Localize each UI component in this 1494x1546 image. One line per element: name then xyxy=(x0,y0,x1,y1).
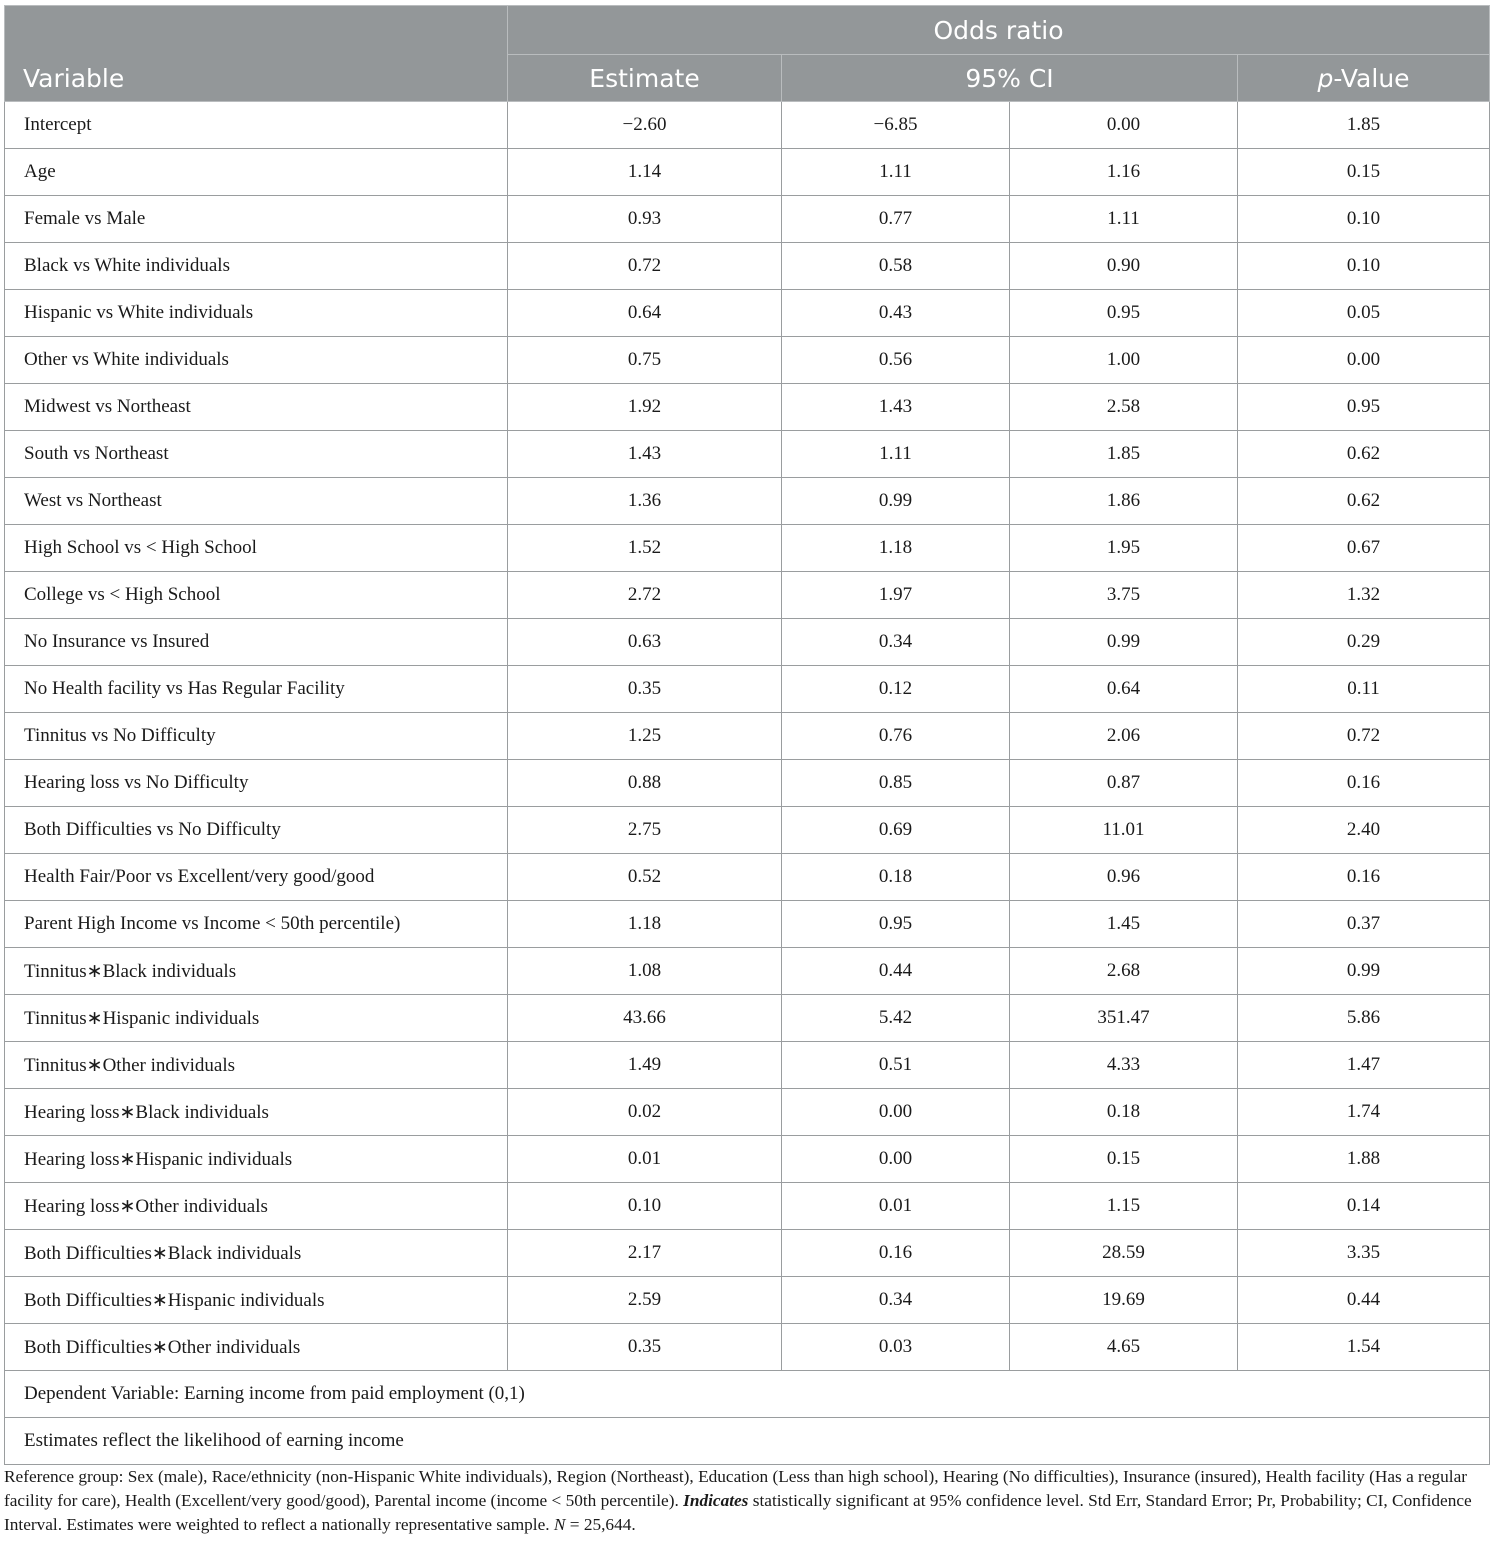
cell-variable: Black vs White individuals xyxy=(5,243,508,290)
cell-ci-lower: 0.18 xyxy=(782,854,1010,901)
cell-estimate: 0.01 xyxy=(508,1136,782,1183)
cell-ci-lower: 0.00 xyxy=(782,1136,1010,1183)
table-note: Dependent Variable: Earning income from paid employment (0,1) xyxy=(5,1371,1490,1418)
cell-p-value: 0.16 xyxy=(1238,854,1490,901)
header-estimate: Estimate xyxy=(508,55,782,102)
cell-ci-upper: 2.58 xyxy=(1010,384,1238,431)
cell-variable: Hearing loss vs No Difficulty xyxy=(5,760,508,807)
table-row xyxy=(5,807,1490,854)
cell-ci-lower: 0.12 xyxy=(782,666,1010,713)
table-row xyxy=(5,1183,1490,1230)
cell-p-value: 0.44 xyxy=(1238,1277,1490,1324)
cell-ci-lower: 0.44 xyxy=(782,948,1010,995)
cell-variable: South vs Northeast xyxy=(5,431,508,478)
cell-estimate: 1.49 xyxy=(508,1042,782,1089)
cell-ci-lower: 0.95 xyxy=(782,901,1010,948)
cell-ci-upper: 1.11 xyxy=(1010,196,1238,243)
cell-ci-upper: 351.47 xyxy=(1010,995,1238,1042)
cell-ci-lower: 1.18 xyxy=(782,525,1010,572)
cell-variable: Health Fair/Poor vs Excellent/very good/good xyxy=(5,854,508,901)
cell-estimate: 1.25 xyxy=(508,713,782,760)
cell-variable: Hearing loss∗Hispanic individuals xyxy=(5,1136,508,1183)
footnote-indicates-emphasis: Indicates xyxy=(683,1491,749,1510)
cell-p-value: 0.37 xyxy=(1238,901,1490,948)
table-row xyxy=(5,713,1490,760)
cell-ci-lower: 0.69 xyxy=(782,807,1010,854)
cell-p-value: 0.14 xyxy=(1238,1183,1490,1230)
table-row xyxy=(5,948,1490,995)
cell-ci-lower: 1.11 xyxy=(782,149,1010,196)
cell-ci-upper: 0.96 xyxy=(1010,854,1238,901)
cell-variable: Intercept xyxy=(5,102,508,149)
table-row xyxy=(5,1277,1490,1324)
cell-variable: No Health facility vs Has Regular Facility xyxy=(5,666,508,713)
cell-ci-lower: 0.77 xyxy=(782,196,1010,243)
table-row xyxy=(5,431,1490,478)
cell-ci-upper: 1.95 xyxy=(1010,525,1238,572)
cell-p-value: 0.10 xyxy=(1238,196,1490,243)
cell-ci-lower: 0.34 xyxy=(782,619,1010,666)
cell-estimate: 0.64 xyxy=(508,290,782,337)
cell-estimate: 1.92 xyxy=(508,384,782,431)
cell-estimate: 0.63 xyxy=(508,619,782,666)
cell-estimate: −2.60 xyxy=(508,102,782,149)
cell-ci-lower: 0.00 xyxy=(782,1089,1010,1136)
cell-variable: Other vs White individuals xyxy=(5,337,508,384)
table-row xyxy=(5,196,1490,243)
cell-estimate: 0.02 xyxy=(508,1089,782,1136)
cell-estimate: 1.36 xyxy=(508,478,782,525)
cell-p-value: 1.54 xyxy=(1238,1324,1490,1371)
cell-ci-upper: 0.90 xyxy=(1010,243,1238,290)
odds-ratio-table xyxy=(4,5,1490,1465)
table-row xyxy=(5,1136,1490,1183)
cell-ci-lower: 0.01 xyxy=(782,1183,1010,1230)
cell-estimate: 0.52 xyxy=(508,854,782,901)
cell-estimate: 0.35 xyxy=(508,1324,782,1371)
cell-ci-upper: 28.59 xyxy=(1010,1230,1238,1277)
cell-ci-upper: 0.87 xyxy=(1010,760,1238,807)
cell-p-value: 0.15 xyxy=(1238,149,1490,196)
table-row xyxy=(5,1042,1490,1089)
cell-p-value: 0.05 xyxy=(1238,290,1490,337)
cell-p-value: 0.62 xyxy=(1238,431,1490,478)
cell-p-value: 0.95 xyxy=(1238,384,1490,431)
cell-p-value: 0.99 xyxy=(1238,948,1490,995)
footnote-reference-groups: Reference group: Sex (male), Race/ethnicity (non-Hispanic White individuals), Region (Northeast), Education (Less than high school), Hearing (No difficulties), Insurance (insured), Health facility (Has a regular facility for care), Health (Excellent/very good/good), Parental income (income < 50th percentile). xyxy=(4,1467,1467,1510)
cell-variable: Age xyxy=(5,149,508,196)
table-row xyxy=(5,995,1490,1042)
footnote-n-value: = 25,644. xyxy=(565,1515,636,1534)
cell-p-value: 0.00 xyxy=(1238,337,1490,384)
table-row xyxy=(5,760,1490,807)
cell-ci-lower: 0.85 xyxy=(782,760,1010,807)
cell-ci-lower: 1.11 xyxy=(782,431,1010,478)
cell-p-value: 0.11 xyxy=(1238,666,1490,713)
cell-p-value: 5.86 xyxy=(1238,995,1490,1042)
cell-ci-upper: 0.18 xyxy=(1010,1089,1238,1136)
cell-variable: Both Difficulties vs No Difficulty xyxy=(5,807,508,854)
table-row xyxy=(5,854,1490,901)
cell-p-value: 0.67 xyxy=(1238,525,1490,572)
cell-variable: Hearing loss∗Other individuals xyxy=(5,1183,508,1230)
cell-estimate: 0.93 xyxy=(508,196,782,243)
cell-estimate: 0.35 xyxy=(508,666,782,713)
cell-ci-lower: 0.34 xyxy=(782,1277,1010,1324)
cell-variable: West vs Northeast xyxy=(5,478,508,525)
cell-ci-lower: 1.43 xyxy=(782,384,1010,431)
table-row xyxy=(5,290,1490,337)
table-header xyxy=(5,6,1490,102)
cell-estimate: 1.08 xyxy=(508,948,782,995)
cell-variable: Both Difficulties∗Other individuals xyxy=(5,1324,508,1371)
cell-ci-upper: 0.64 xyxy=(1010,666,1238,713)
cell-ci-lower: 0.99 xyxy=(782,478,1010,525)
table-note: Estimates reflect the likelihood of earning income xyxy=(5,1418,1490,1465)
cell-variable: Tinnitus vs No Difficulty xyxy=(5,713,508,760)
cell-estimate: 1.14 xyxy=(508,149,782,196)
cell-variable: Parent High Income vs Income < 50th percentile) xyxy=(5,901,508,948)
cell-p-value: 0.10 xyxy=(1238,243,1490,290)
header-p-value-suffix: -Value xyxy=(1333,63,1410,93)
cell-ci-upper: 1.85 xyxy=(1010,431,1238,478)
cell-ci-upper: 1.00 xyxy=(1010,337,1238,384)
table-row xyxy=(5,666,1490,713)
cell-p-value: 1.85 xyxy=(1238,102,1490,149)
cell-estimate: 2.72 xyxy=(508,572,782,619)
cell-estimate: 1.52 xyxy=(508,525,782,572)
cell-estimate: 0.72 xyxy=(508,243,782,290)
table-row xyxy=(5,901,1490,948)
cell-p-value: 1.47 xyxy=(1238,1042,1490,1089)
cell-variable: Hearing loss∗Black individuals xyxy=(5,1089,508,1136)
table-row xyxy=(5,384,1490,431)
cell-p-value: 0.16 xyxy=(1238,760,1490,807)
table-row xyxy=(5,572,1490,619)
cell-variable: Tinnitus∗Black individuals xyxy=(5,948,508,995)
table-row xyxy=(5,1089,1490,1136)
cell-ci-upper: 0.99 xyxy=(1010,619,1238,666)
cell-ci-lower: 0.16 xyxy=(782,1230,1010,1277)
cell-p-value: 0.72 xyxy=(1238,713,1490,760)
cell-ci-upper: 1.86 xyxy=(1010,478,1238,525)
cell-ci-lower: 0.43 xyxy=(782,290,1010,337)
cell-p-value: 1.74 xyxy=(1238,1089,1490,1136)
cell-estimate: 0.75 xyxy=(508,337,782,384)
cell-ci-upper: 0.00 xyxy=(1010,102,1238,149)
cell-variable: Both Difficulties∗Hispanic individuals xyxy=(5,1277,508,1324)
cell-ci-lower: −6.85 xyxy=(782,102,1010,149)
cell-ci-upper: 2.68 xyxy=(1010,948,1238,995)
cell-ci-upper: 19.69 xyxy=(1010,1277,1238,1324)
footnote-n-label: N xyxy=(553,1515,566,1534)
cell-p-value: 3.35 xyxy=(1238,1230,1490,1277)
table-row xyxy=(5,149,1490,196)
odds-ratio-table-container xyxy=(4,5,1489,1465)
table-row xyxy=(5,1324,1490,1371)
table-row xyxy=(5,337,1490,384)
header-p-value-italic: p xyxy=(1317,63,1334,93)
cell-ci-upper: 1.16 xyxy=(1010,149,1238,196)
cell-variable: High School vs < High School xyxy=(5,525,508,572)
table-row xyxy=(5,525,1490,572)
cell-variable: No Insurance vs Insured xyxy=(5,619,508,666)
cell-ci-upper: 1.45 xyxy=(1010,901,1238,948)
cell-ci-upper: 11.01 xyxy=(1010,807,1238,854)
footnote-abbreviations: statistically significant at 95% confidence level. Std Err, Standard Error; Pr, Probability; CI, Confidence Interval. Estimates were weighted to reflect a nationally representative sample. xyxy=(4,1491,1472,1534)
cell-ci-lower: 1.97 xyxy=(782,572,1010,619)
table-note-row xyxy=(5,1371,1490,1418)
table-note-row xyxy=(5,1418,1490,1465)
cell-ci-upper: 0.95 xyxy=(1010,290,1238,337)
cell-ci-upper: 2.06 xyxy=(1010,713,1238,760)
header-variable: Variable xyxy=(5,6,508,102)
cell-ci-upper: 1.15 xyxy=(1010,1183,1238,1230)
cell-estimate: 1.18 xyxy=(508,901,782,948)
cell-p-value: 1.32 xyxy=(1238,572,1490,619)
header-95-ci: 95% CI xyxy=(782,55,1238,102)
cell-variable: Female vs Male xyxy=(5,196,508,243)
cell-variable: College vs < High School xyxy=(5,572,508,619)
cell-estimate: 0.10 xyxy=(508,1183,782,1230)
cell-variable: Midwest vs Northeast xyxy=(5,384,508,431)
cell-estimate: 0.88 xyxy=(508,760,782,807)
cell-p-value: 1.88 xyxy=(1238,1136,1490,1183)
cell-ci-upper: 4.33 xyxy=(1010,1042,1238,1089)
table-row xyxy=(5,478,1490,525)
cell-estimate: 2.75 xyxy=(508,807,782,854)
cell-variable: Hispanic vs White individuals xyxy=(5,290,508,337)
cell-ci-lower: 0.56 xyxy=(782,337,1010,384)
table-body xyxy=(5,102,1490,1465)
cell-ci-lower: 0.03 xyxy=(782,1324,1010,1371)
table-row xyxy=(5,1230,1490,1277)
cell-estimate: 2.59 xyxy=(508,1277,782,1324)
table-footnote xyxy=(4,1465,1489,1537)
cell-estimate: 43.66 xyxy=(508,995,782,1042)
cell-estimate: 1.43 xyxy=(508,431,782,478)
cell-variable: Both Difficulties∗Black individuals xyxy=(5,1230,508,1277)
cell-ci-upper: 3.75 xyxy=(1010,572,1238,619)
cell-p-value: 0.62 xyxy=(1238,478,1490,525)
cell-ci-lower: 0.58 xyxy=(782,243,1010,290)
table-row xyxy=(5,619,1490,666)
cell-ci-upper: 0.15 xyxy=(1010,1136,1238,1183)
cell-variable: Tinnitus∗Other individuals xyxy=(5,1042,508,1089)
cell-ci-lower: 0.51 xyxy=(782,1042,1010,1089)
cell-ci-lower: 5.42 xyxy=(782,995,1010,1042)
cell-p-value: 0.29 xyxy=(1238,619,1490,666)
cell-p-value: 2.40 xyxy=(1238,807,1490,854)
header-odds-ratio-group: Odds ratio xyxy=(508,6,1490,55)
table-row xyxy=(5,243,1490,290)
header-p-value xyxy=(1238,55,1490,102)
cell-variable: Tinnitus∗Hispanic individuals xyxy=(5,995,508,1042)
cell-ci-upper: 4.65 xyxy=(1010,1324,1238,1371)
cell-estimate: 2.17 xyxy=(508,1230,782,1277)
cell-ci-lower: 0.76 xyxy=(782,713,1010,760)
table-row xyxy=(5,102,1490,149)
